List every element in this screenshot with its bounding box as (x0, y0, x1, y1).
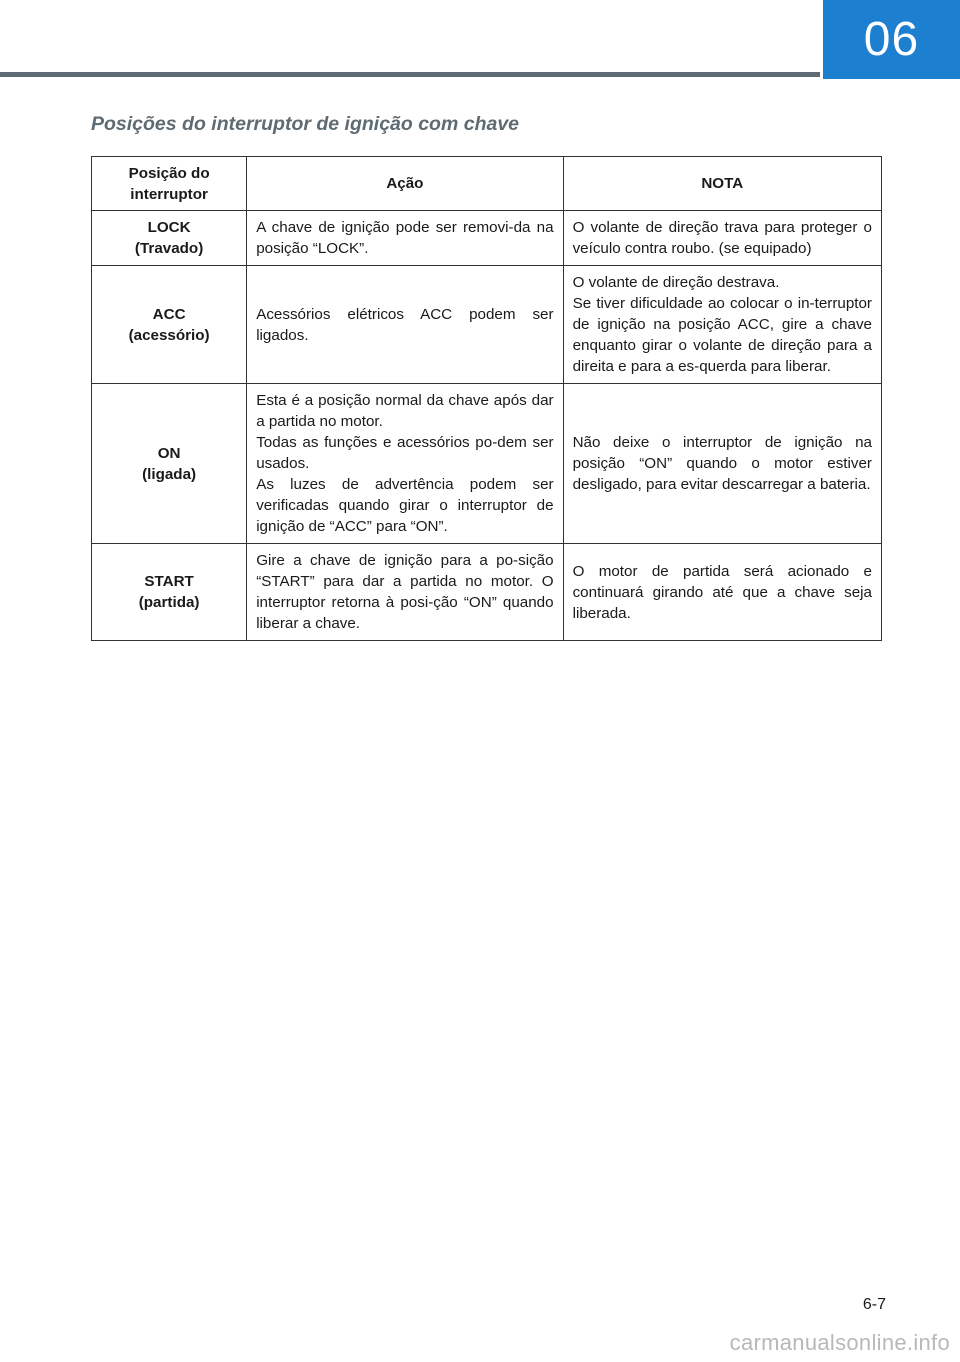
note-cell (563, 384, 881, 544)
note-cell (563, 266, 881, 384)
action-text: As luzes de advertência podem ser verificadas quando girar o interruptor de ignição de “ACC” para “ON”. (256, 476, 554, 535)
action-text: A chave de ignição pode ser removi-da na posição “LOCK”. (256, 219, 554, 257)
position-name: LOCK (147, 219, 191, 236)
action-cell (247, 211, 563, 266)
header-action: Ação (247, 157, 563, 211)
table-row-acc (92, 266, 882, 384)
header-rule (0, 72, 820, 77)
table-header-row (92, 157, 882, 211)
table-row-start (92, 544, 882, 641)
action-text: Gire a chave de ignição para a po-sição “START” para dar a partida no motor. O interruptor retorna à posi-ção “ON” quando liberar a chave. (256, 552, 554, 632)
action-cell (247, 266, 563, 384)
note-cell (563, 211, 881, 266)
position-description: (Travado) (134, 240, 204, 257)
action-text: Acessórios elétricos ACC podem ser ligados. (256, 305, 554, 344)
table-row-lock (92, 211, 882, 266)
note-text: O motor de partida será acionado e continuará girando até que a chave seja liberada. (572, 562, 872, 622)
header-position: Posição do interruptor (92, 157, 247, 211)
position-description: (ligada) (142, 465, 197, 483)
action-text: Todas as funções e acessórios po-dem ser usados. (256, 434, 554, 472)
note-text: O volante de direção trava para proteger o veículo contra roubo. (se equipado) (572, 219, 872, 257)
note-text: Se tiver dificuldade ao colocar o in-terruptor de ignição na posição ACC, gire a chave enquanto girar o volante de direção para a direita e para a es-querda para liberar. (572, 295, 872, 375)
table-row-on (92, 384, 882, 544)
header-note: NOTA (563, 157, 881, 211)
position-cell (92, 211, 247, 266)
position-cell (92, 384, 247, 544)
note-cell (563, 544, 881, 641)
position-cell (92, 266, 247, 384)
note-text: Não deixe o interruptor de ignição na posição “ON” quando o motor estiver desligado, para evitar descarregar a bateria. (572, 434, 872, 493)
action-cell (247, 544, 563, 641)
section-title: Posições do interruptor de ignição com chave (91, 113, 520, 135)
action-cell (247, 384, 563, 544)
position-name: ACC (152, 305, 186, 323)
position-description: (acessório) (128, 326, 210, 344)
page-number: 6-7 (862, 1296, 886, 1313)
ignition-positions-table (91, 156, 882, 641)
action-text: Esta é a posição normal da chave após dar a partida no motor. (256, 392, 554, 430)
note-text: O volante de direção destrava. (572, 274, 780, 291)
position-name: ON (157, 444, 181, 462)
position-name: START (144, 573, 194, 590)
watermark: carmanualsonline.info (729, 1330, 950, 1355)
position-description: (partida) (138, 594, 200, 611)
chapter-tab: 06 (823, 0, 960, 79)
position-cell (92, 544, 247, 641)
